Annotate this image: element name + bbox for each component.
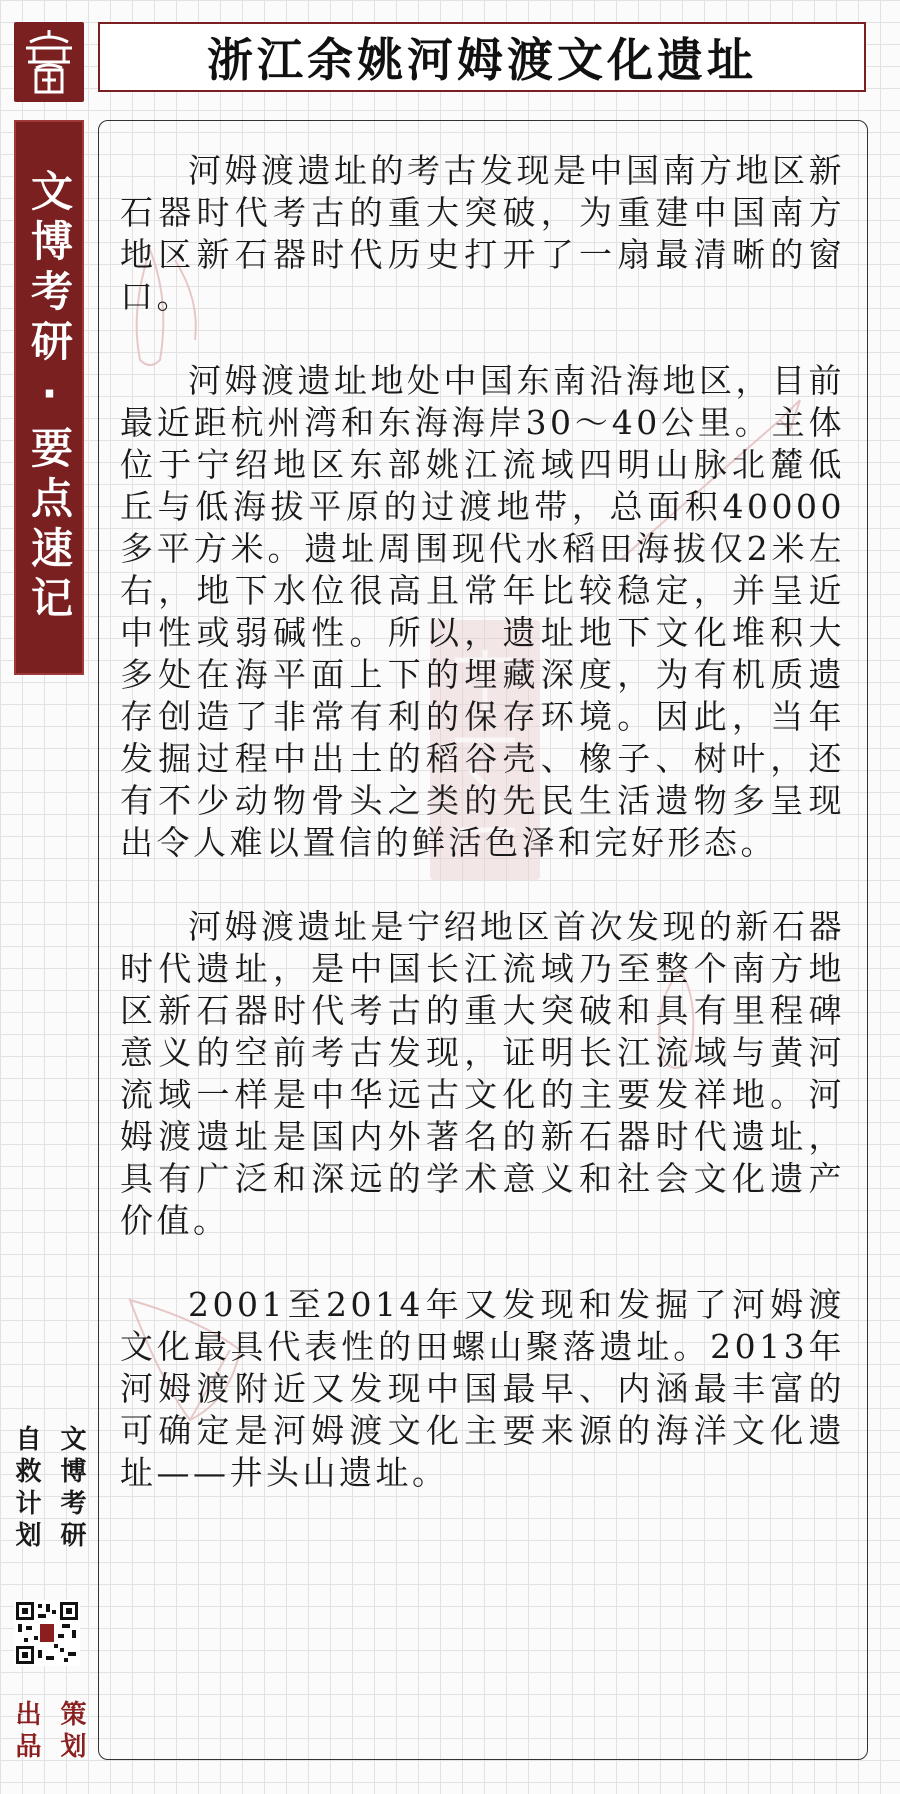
page-title: 浙江余姚河姆渡文化遗址	[207, 33, 757, 87]
side-banner	[14, 120, 84, 675]
article-body	[120, 150, 845, 1536]
credit-col-2: 自救计划	[11, 1425, 41, 1553]
side-banner-label: 文博考研·要点速记	[25, 169, 74, 626]
qr-code-icon[interactable]	[14, 1600, 80, 1666]
paragraph-2: 河姆渡遗址地处中国东南沿海地区，目前最近距杭州湾和东海海岸30～40公里。主体位于宁绍地区东部姚江流域四明山脉北麓低丘与低海拔平原的过渡地带，总面积40000多平方米。遗址周围现代水稻田海拔仅2米左右，地下水位很高且常年比较稳定，并呈近中性或弱碱性。所以，遗址地下文化堆积大多处在海平面上下的埋藏深度，为有机质遗存创造了非常有利的保存环境。因此，当年发掘过程中出土的稻谷壳、橡子、树叶，还有不少动物骨头之类的先民生活遗物多呈现出令人难以置信的鲜活色泽和完好形态。	[120, 361, 845, 862]
title-box	[98, 22, 866, 92]
credit-block	[11, 1425, 86, 1553]
planner-col-1: 策划	[56, 1700, 86, 1764]
planner-col-2: 出品	[11, 1700, 41, 1764]
paragraph-1: 河姆渡遗址的考古发现是中国南方地区新石器时代考古的重大突破，为重建中国南方地区新石器时代历史打开了一扇最清晰的窗口。	[120, 151, 845, 316]
ancient-gate-seal-icon	[14, 22, 84, 102]
credit-col-1: 文博考研	[56, 1425, 86, 1553]
planner-block	[11, 1700, 86, 1764]
paragraph-3: 河姆渡遗址是宁绍地区首次发现的新石器时代遗址，是中国长江流域乃至整个南方地区新石器时代考古的重大突破和具有里程碑意义的空前考古发现，证明长江流域与黄河流域一样是中华远古文化的主要发祥地。河姆渡遗址是国内外著名的新石器时代遗址，具有广泛和深远的学术意义和社会文化遗产价值。	[120, 907, 845, 1240]
paragraph-4: 2001至2014年又发现和发掘了河姆渡文化最具代表性的田螺山聚落遗址。2013年河姆渡附近又发现中国最早、内涵最丰富的可确定是河姆渡文化主要来源的海洋文化遗址——井头山遗址。	[120, 1285, 845, 1492]
logo-seal	[14, 22, 84, 102]
